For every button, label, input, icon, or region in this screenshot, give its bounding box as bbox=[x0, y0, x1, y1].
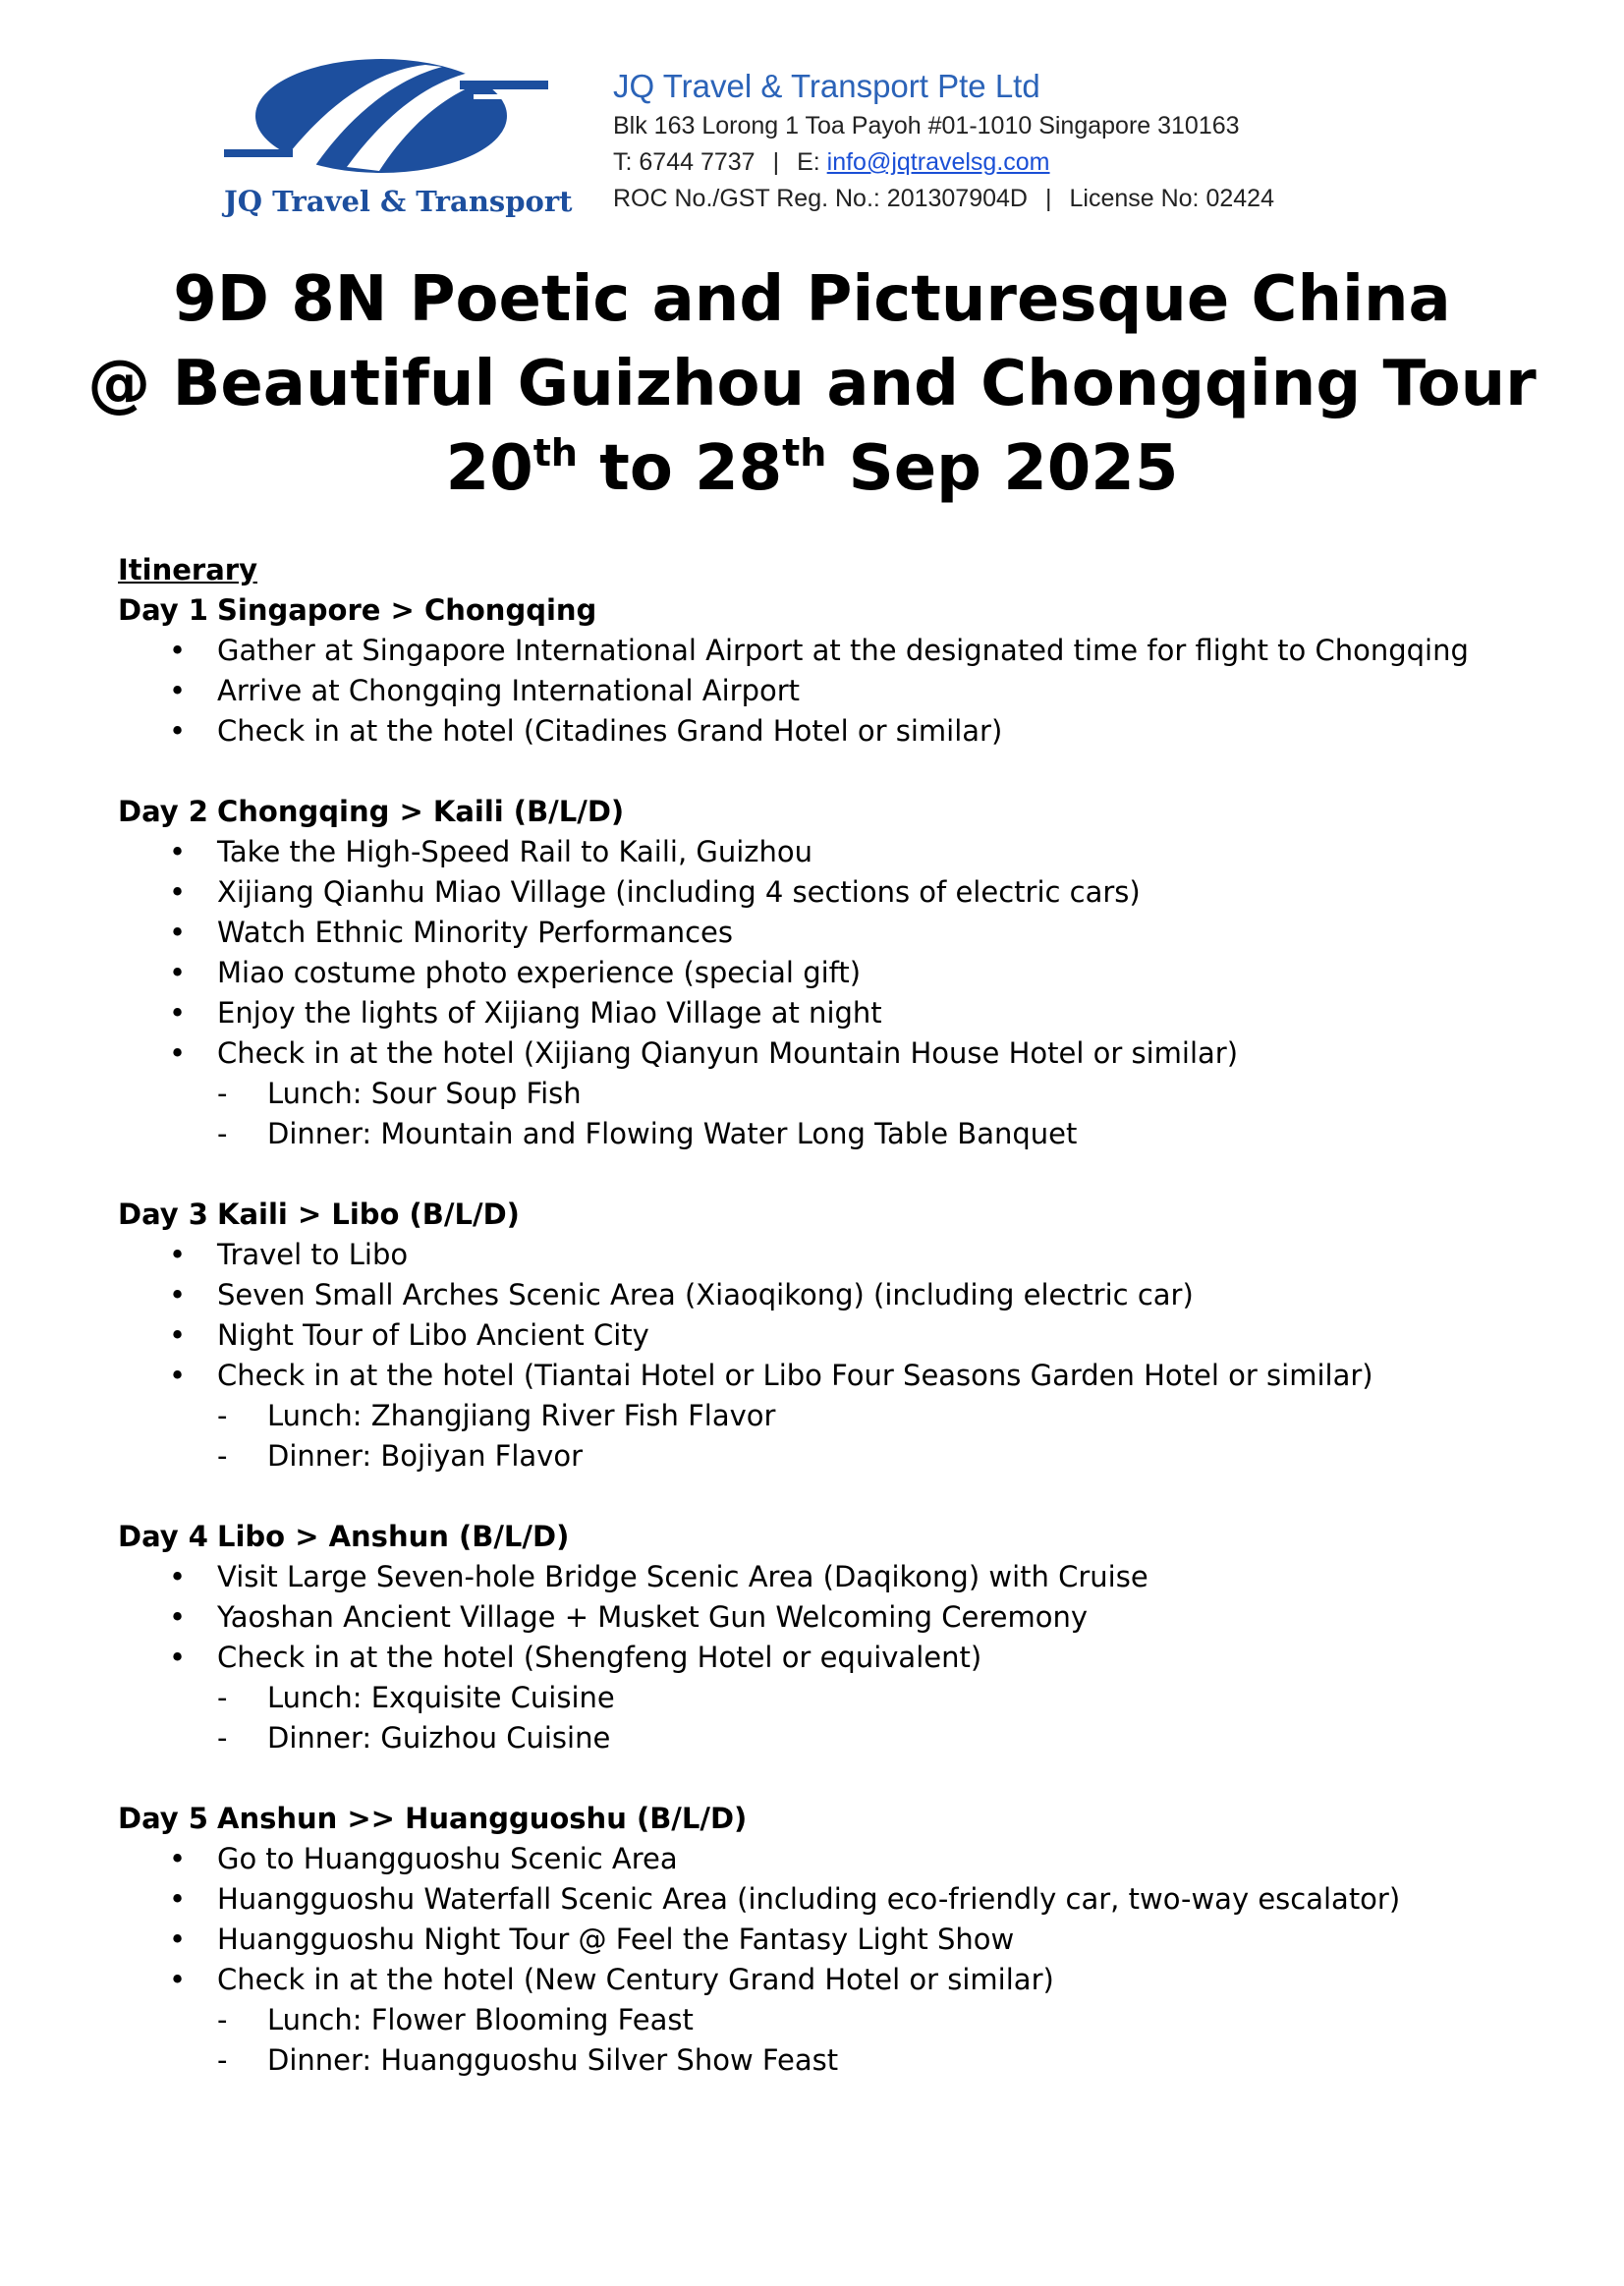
meal-item bbox=[118, 2000, 1552, 2040]
list-item-text: Miao costume photo experience (special gift) bbox=[217, 956, 862, 989]
day-number: Day 3 bbox=[118, 1198, 208, 1231]
list-item bbox=[118, 1597, 1552, 1638]
bullet-icon: • bbox=[169, 835, 187, 868]
bullet-icon: • bbox=[169, 875, 187, 909]
day-number: Day 4 bbox=[118, 1520, 208, 1553]
meal-text: Lunch: Sour Soup Fish bbox=[267, 1077, 582, 1110]
company-logo bbox=[224, 51, 573, 228]
day-section bbox=[118, 1517, 1552, 1758]
day-heading bbox=[118, 792, 1552, 832]
roc-number: ROC No./GST Reg. No.: 201307904D bbox=[613, 185, 1028, 212]
day-section bbox=[118, 1799, 1552, 2081]
list-item-text: Check in at the hotel (Shengfeng Hotel or equivalent) bbox=[217, 1641, 982, 1674]
day-heading bbox=[118, 590, 1552, 631]
bullet-icon: • bbox=[169, 634, 187, 667]
list-item-text: Check in at the hotel (Citadines Grand Hotel or similar) bbox=[217, 714, 1003, 748]
company-address: Blk 163 Lorong 1 Toa Payoh #01-1010 Singapore 310163 bbox=[613, 112, 1240, 139]
list-item bbox=[118, 832, 1552, 872]
list-item bbox=[118, 1235, 1552, 1275]
list-item bbox=[118, 1356, 1552, 1396]
list-item-text: Gather at Singapore International Airport at the designated time for flight to Chongqing bbox=[217, 634, 1469, 667]
bullet-icon: • bbox=[169, 1882, 187, 1916]
meal-text: Dinner: Guizhou Cuisine bbox=[267, 1721, 611, 1755]
day-number: Day 2 bbox=[118, 795, 208, 828]
dash-icon: - bbox=[217, 1439, 228, 1473]
logo-mark-icon bbox=[224, 51, 548, 179]
list-item bbox=[118, 1879, 1552, 1920]
date-start: 20 bbox=[445, 432, 533, 505]
page-title bbox=[0, 257, 1624, 511]
company-registration bbox=[613, 181, 1274, 217]
day-route: Chongqing > Kaili (B/L/D) bbox=[217, 795, 625, 828]
day-section bbox=[118, 1195, 1552, 1477]
day-route: Kaili > Libo (B/L/D) bbox=[217, 1198, 520, 1231]
day-route: Libo > Anshun (B/L/D) bbox=[217, 1520, 570, 1553]
day-heading bbox=[118, 1517, 1552, 1557]
company-name: JQ Travel & Transport Pte Ltd bbox=[613, 68, 1040, 104]
list-item-text: Check in at the hotel (Tiantai Hotel or Libo Four Seasons Garden Hotel or similar) bbox=[217, 1359, 1373, 1392]
itinerary-days bbox=[118, 590, 1552, 2081]
list-item-text: Check in at the hotel (New Century Grand Hotel or similar) bbox=[217, 1963, 1054, 1996]
list-item-text: Watch Ethnic Minority Performances bbox=[217, 916, 733, 949]
dash-icon: - bbox=[217, 1077, 228, 1110]
list-item-text: Huangguoshu Waterfall Scenic Area (including eco-friendly car, two-way escalator) bbox=[217, 1882, 1401, 1916]
bullet-icon: • bbox=[169, 1963, 187, 1996]
meal-text: Dinner: Mountain and Flowing Water Long Table Banquet bbox=[267, 1117, 1078, 1150]
list-item bbox=[118, 1960, 1552, 2000]
list-item bbox=[118, 872, 1552, 913]
list-item bbox=[118, 1638, 1552, 1678]
meal-item bbox=[118, 1718, 1552, 1758]
bullet-icon: • bbox=[169, 674, 187, 707]
bullet-icon: • bbox=[169, 1842, 187, 1875]
day-route: Anshun >> Huangguoshu (B/L/D) bbox=[217, 1802, 748, 1835]
bullet-icon: • bbox=[169, 1318, 187, 1352]
company-contact bbox=[613, 144, 1274, 181]
list-item bbox=[118, 1557, 1552, 1597]
day-number: Day 1 bbox=[118, 593, 208, 627]
separator: | bbox=[1044, 185, 1052, 212]
day-number: Day 5 bbox=[118, 1802, 208, 1835]
meal-item bbox=[118, 1114, 1552, 1154]
list-item-text: Yaoshan Ancient Village + Musket Gun Welcoming Ceremony bbox=[217, 1600, 1089, 1634]
bullet-icon: • bbox=[169, 1359, 187, 1392]
bullet-icon: • bbox=[169, 916, 187, 949]
day-heading bbox=[118, 1195, 1552, 1235]
list-item bbox=[118, 711, 1552, 752]
list-item bbox=[118, 1839, 1552, 1879]
title-dates bbox=[0, 426, 1624, 511]
meal-text: Lunch: Flower Blooming Feast bbox=[267, 2003, 694, 2036]
list-item bbox=[118, 1033, 1552, 1074]
meal-item bbox=[118, 1074, 1552, 1114]
company-phone: T: 6744 7737 bbox=[613, 148, 756, 176]
meal-text: Dinner: Bojiyan Flavor bbox=[267, 1439, 584, 1473]
list-item-text: Huangguoshu Night Tour @ Feel the Fantasy Light Show bbox=[217, 1923, 1015, 1956]
list-item-text: Night Tour of Libo Ancient City bbox=[217, 1318, 649, 1352]
bullet-icon: • bbox=[169, 714, 187, 748]
date-end-suffix: th bbox=[782, 431, 827, 474]
logo-text: JQ Travel & Transport bbox=[224, 185, 573, 218]
date-to: to 28 bbox=[599, 432, 783, 505]
list-item bbox=[118, 953, 1552, 993]
dash-icon: - bbox=[217, 1399, 228, 1432]
list-item bbox=[118, 1275, 1552, 1315]
bullet-icon: • bbox=[169, 1560, 187, 1593]
day-section bbox=[118, 590, 1552, 752]
license-number: License No: 02424 bbox=[1069, 185, 1274, 212]
meal-item bbox=[118, 2040, 1552, 2081]
list-item-text: Go to Huangguoshu Scenic Area bbox=[217, 1842, 678, 1875]
date-start-suffix: th bbox=[532, 431, 578, 474]
day-heading bbox=[118, 1799, 1552, 1839]
bullet-icon: • bbox=[169, 1278, 187, 1311]
meal-text: Dinner: Huangguoshu Silver Show Feast bbox=[267, 2043, 839, 2077]
itinerary bbox=[118, 550, 1552, 2121]
date-rest: Sep 2025 bbox=[848, 432, 1179, 505]
dash-icon: - bbox=[217, 1681, 228, 1714]
meal-item bbox=[118, 1678, 1552, 1718]
email-label: E: bbox=[797, 148, 820, 176]
list-item bbox=[118, 913, 1552, 953]
list-item-text: Visit Large Seven-hole Bridge Scenic Area (Daqikong) with Cruise bbox=[217, 1560, 1148, 1593]
list-item bbox=[118, 1315, 1552, 1356]
meal-item bbox=[118, 1436, 1552, 1477]
list-item bbox=[118, 631, 1552, 671]
list-item-text: Enjoy the lights of Xijiang Miao Village at night bbox=[217, 996, 882, 1030]
meal-text: Lunch: Zhangjiang River Fish Flavor bbox=[267, 1399, 776, 1432]
bullet-icon: • bbox=[169, 956, 187, 989]
list-item-text: Take the High-Speed Rail to Kaili, Guizhou bbox=[217, 835, 813, 868]
bullet-icon: • bbox=[169, 1641, 187, 1674]
dash-icon: - bbox=[217, 2003, 228, 2036]
list-item bbox=[118, 993, 1552, 1033]
itinerary-heading: Itinerary bbox=[118, 553, 257, 586]
bullet-icon: • bbox=[169, 1238, 187, 1271]
list-item-text: Check in at the hotel (Xijiang Qianyun Mountain House Hotel or similar) bbox=[217, 1036, 1239, 1070]
title-line-2: @ Beautiful Guizhou and Chongqing Tour bbox=[87, 348, 1537, 420]
list-item-text: Seven Small Arches Scenic Area (Xiaoqikong) (including electric car) bbox=[217, 1278, 1194, 1311]
dash-icon: - bbox=[217, 2043, 228, 2077]
list-item-text: Arrive at Chongqing International Airport bbox=[217, 674, 801, 707]
meal-text: Lunch: Exquisite Cuisine bbox=[267, 1681, 615, 1714]
day-route: Singapore > Chongqing bbox=[217, 593, 597, 627]
dash-icon: - bbox=[217, 1721, 228, 1755]
list-item bbox=[118, 671, 1552, 711]
company-info bbox=[613, 65, 1274, 217]
bullet-icon: • bbox=[169, 996, 187, 1030]
title-line-1: 9D 8N Poetic and Picturesque China bbox=[173, 263, 1451, 336]
separator: | bbox=[772, 148, 780, 176]
bullet-icon: • bbox=[169, 1036, 187, 1070]
day-section bbox=[118, 792, 1552, 1154]
list-item-text: Xijiang Qianhu Miao Village (including 4 sections of electric cars) bbox=[217, 875, 1141, 909]
meal-item bbox=[118, 1396, 1552, 1436]
bullet-icon: • bbox=[169, 1923, 187, 1956]
list-item-text: Travel to Libo bbox=[217, 1238, 409, 1271]
email-link[interactable]: info@jqtravelsg.com bbox=[826, 148, 1050, 176]
dash-icon: - bbox=[217, 1117, 228, 1150]
bullet-icon: • bbox=[169, 1600, 187, 1634]
list-item bbox=[118, 1920, 1552, 1960]
